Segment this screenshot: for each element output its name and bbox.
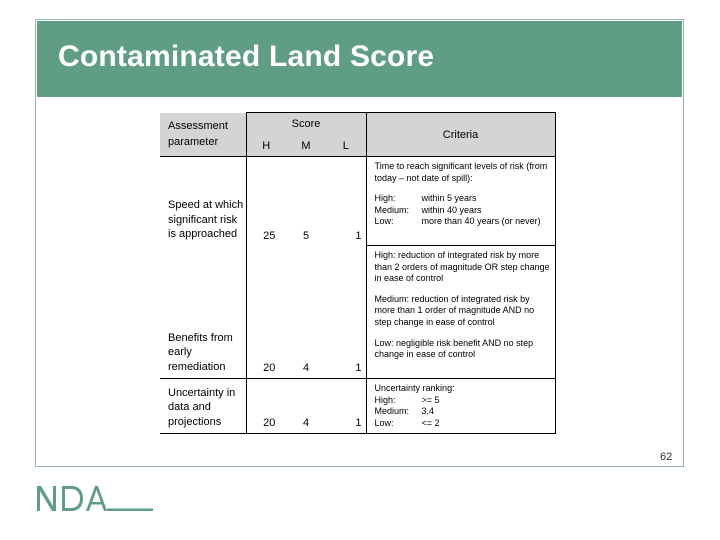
criteria-item: Low: negligible risk benefit AND no step change in ease of control xyxy=(374,337,534,360)
header-l: L xyxy=(326,135,366,157)
score-m: 5 xyxy=(302,229,310,242)
level-label: High: xyxy=(374,193,396,204)
criteria-item: High: reduction of integrated risk by more than 2 orders of magnitude OR step change in ease of control xyxy=(374,250,550,284)
table-row xyxy=(160,246,555,379)
table-row xyxy=(160,157,555,246)
score-l: 1 xyxy=(326,246,366,379)
score-l: 1 xyxy=(326,379,366,434)
criteria-levels xyxy=(375,193,551,228)
param-uncertainty: Uncertainty in data and projections xyxy=(160,379,246,434)
nda-logo xyxy=(35,480,155,516)
criteria-benefits xyxy=(366,246,555,379)
param-speed: Speed at which significant risk is approached xyxy=(168,199,244,240)
level-text: >= 5 xyxy=(421,394,440,405)
score-h: 20 xyxy=(246,246,286,379)
score-m: 4 xyxy=(286,379,326,434)
level-text: more than 40 years (or never) xyxy=(421,216,541,227)
score-h: 20 xyxy=(246,379,286,434)
header-row-top xyxy=(160,113,555,136)
header-score: Score xyxy=(246,113,366,136)
criteria-uncertainty xyxy=(366,379,555,434)
param-benefits: Benefits from early remediation xyxy=(160,246,246,379)
criteria-intro: Uncertainty ranking: xyxy=(374,383,455,393)
criteria-item: Medium: reduction of integrated risk by more than 1 order of magnitude AND no step change in ease of control xyxy=(374,293,535,327)
page-number: 62 xyxy=(660,451,673,463)
table-row xyxy=(160,379,555,434)
criteria-speed xyxy=(366,157,555,246)
score-l: 1 xyxy=(355,229,362,242)
level-label: Medium: xyxy=(374,406,410,417)
criteria-levels xyxy=(375,395,551,430)
header-criteria: Criteria xyxy=(366,113,555,157)
level-text: within 40 years xyxy=(421,204,482,215)
header-m: M xyxy=(286,135,326,157)
score-h: 25 xyxy=(246,157,286,246)
criteria-intro: Time to reach significant levels of risk (from today – not date of spill): xyxy=(374,161,548,183)
level-label: Low: xyxy=(374,417,394,428)
slide-title: Contaminated Land Score xyxy=(58,40,435,73)
level-label: Medium: xyxy=(374,204,410,215)
level-text: <= 2 xyxy=(421,417,440,428)
level-label: Low: xyxy=(374,216,394,227)
level-label: High: xyxy=(374,394,396,405)
score-table xyxy=(160,112,556,434)
header-assessment-parameter: Assessment parameter xyxy=(160,113,246,157)
footer-divider xyxy=(425,466,683,467)
level-text: within 5 years xyxy=(421,193,477,204)
header-h: H xyxy=(246,135,286,157)
level-text: 3,4 xyxy=(421,406,435,417)
score-m: 4 xyxy=(286,246,326,379)
